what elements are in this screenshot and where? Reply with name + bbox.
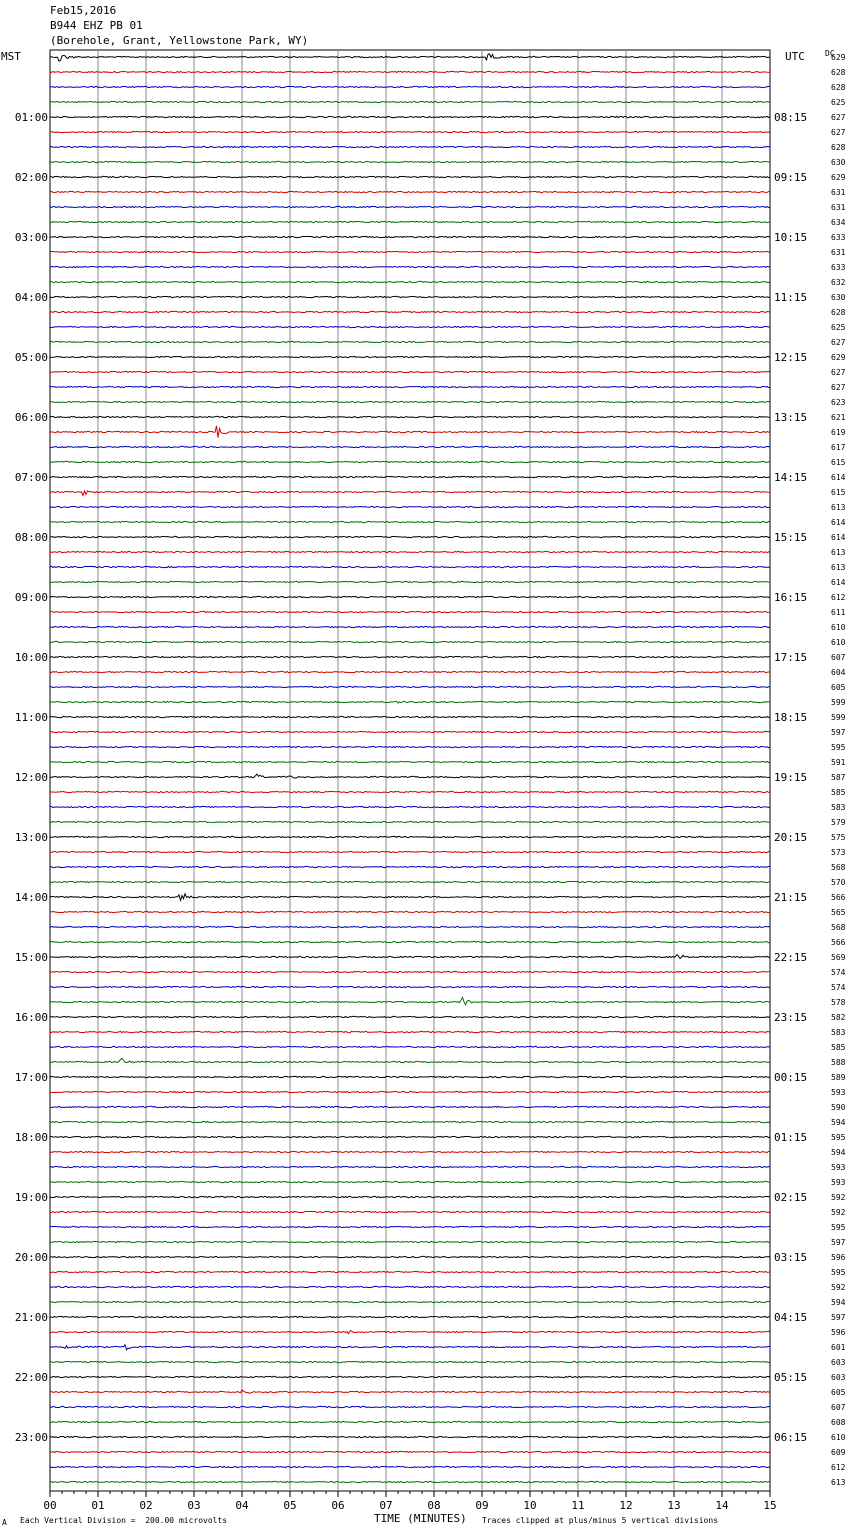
seismic-trace — [50, 596, 770, 597]
corner-mark: A — [2, 1518, 7, 1527]
seismic-trace — [50, 986, 770, 987]
dc-offset-label: 597 — [831, 728, 846, 737]
dc-offset-label: 566 — [831, 938, 846, 947]
dc-offset-label: 611 — [831, 608, 846, 617]
dc-offset-label: 621 — [831, 413, 846, 422]
right-hour-label: 17:15 — [774, 651, 808, 664]
x-tick-label: 05 — [283, 1499, 297, 1512]
dc-offset-label: 587 — [831, 773, 846, 782]
seismic-trace — [50, 926, 770, 927]
seismic-trace — [50, 1181, 770, 1182]
left-hour-label: 14:00 — [14, 891, 48, 904]
dc-offset-label: 574 — [831, 983, 846, 992]
seismic-trace — [50, 1211, 770, 1212]
seismic-trace — [50, 326, 770, 327]
left-hour-label: 01:00 — [14, 111, 48, 124]
seismic-trace — [50, 311, 770, 312]
left-hour-label: 02:00 — [14, 171, 48, 184]
x-tick-label: 09 — [475, 1499, 489, 1512]
left-hour-label: 13:00 — [14, 831, 48, 844]
right-hour-label: 12:15 — [774, 351, 808, 364]
dc-offset-label: 613 — [831, 1478, 846, 1487]
right-hour-label: 00:15 — [774, 1071, 808, 1084]
dc-offset-label: 568 — [831, 863, 846, 872]
dc-offset-header: DC — [825, 49, 835, 58]
x-tick-label: 03 — [187, 1499, 201, 1512]
dc-offset-label: 631 — [831, 188, 846, 197]
left-hour-label: 06:00 — [14, 411, 48, 424]
right-hour-label: 23:15 — [774, 1011, 808, 1024]
dc-offset-label: 597 — [831, 1313, 846, 1322]
dc-offset-label: 591 — [831, 758, 846, 767]
dc-offset-label: 601 — [831, 1343, 846, 1352]
dc-offset-label: 599 — [831, 698, 846, 707]
seismic-trace — [50, 791, 770, 792]
seismic-trace — [50, 671, 770, 672]
seismic-trace — [50, 716, 770, 717]
seismic-trace — [50, 774, 770, 778]
seismic-trace — [50, 1046, 770, 1047]
left-hour-label: 12:00 — [14, 771, 48, 784]
seismic-trace — [50, 1091, 770, 1092]
left-timezone-label: MST — [1, 50, 21, 63]
dc-offset-label: 592 — [831, 1193, 846, 1202]
dc-offset-label: 570 — [831, 878, 846, 887]
dc-offset-label: 629 — [831, 353, 846, 362]
right-hour-label: 08:15 — [774, 111, 808, 124]
seismic-trace — [50, 521, 770, 522]
seismic-trace — [50, 1331, 770, 1334]
dc-offset-label: 607 — [831, 1403, 846, 1412]
right-hour-label: 19:15 — [774, 771, 808, 784]
dc-offset-label: 623 — [831, 398, 846, 407]
dc-offset-label: 628 — [831, 143, 846, 152]
right-hour-label: 22:15 — [774, 951, 808, 964]
dc-offset-label: 603 — [831, 1373, 846, 1382]
dc-offset-label: 573 — [831, 848, 846, 857]
seismic-trace — [50, 894, 770, 901]
seismic-trace — [50, 626, 770, 627]
seismic-trace — [50, 71, 770, 72]
seismic-trace — [50, 101, 770, 102]
dc-offset-label: 607 — [831, 653, 846, 662]
left-hour-label: 21:00 — [14, 1311, 48, 1324]
seismic-trace — [50, 566, 770, 567]
seismic-trace — [50, 686, 770, 687]
seismic-trace — [50, 266, 770, 267]
right-hour-label: 05:15 — [774, 1371, 808, 1384]
dc-offset-label: 604 — [831, 668, 846, 677]
dc-offset-label: 632 — [831, 278, 846, 287]
seismic-trace — [50, 1241, 770, 1242]
seismic-trace — [50, 1121, 770, 1122]
dc-offset-label: 590 — [831, 1103, 846, 1112]
dc-offset-label: 588 — [831, 1058, 846, 1067]
seismic-trace — [50, 1058, 770, 1062]
dc-offset-label: 627 — [831, 383, 846, 392]
dc-offset-label: 628 — [831, 83, 846, 92]
seismic-trace — [50, 116, 770, 117]
dc-offset-label: 603 — [831, 1358, 846, 1367]
seismic-trace — [50, 1406, 770, 1407]
left-hour-label: 11:00 — [14, 711, 48, 724]
x-tick-label: 06 — [331, 1499, 345, 1512]
x-tick-label: 12 — [619, 1499, 633, 1512]
seismic-trace — [50, 701, 770, 703]
dc-offset-label: 615 — [831, 488, 846, 497]
left-hour-label: 15:00 — [14, 951, 48, 964]
dc-offset-label: 619 — [831, 428, 846, 437]
dc-offset-label: 610 — [831, 1433, 846, 1442]
plot-date: Feb15,2016 — [50, 4, 117, 17]
seismic-trace — [50, 997, 770, 1004]
seismic-trace — [50, 1016, 770, 1017]
right-hour-label: 16:15 — [774, 591, 808, 604]
left-hour-label: 17:00 — [14, 1071, 48, 1084]
seismic-trace — [50, 281, 770, 282]
dc-offset-label: 625 — [831, 323, 846, 332]
seismic-trace — [50, 836, 770, 837]
left-hour-label: 19:00 — [14, 1191, 48, 1204]
dc-offset-label: 613 — [831, 548, 846, 557]
seismic-trace — [50, 1466, 770, 1467]
station-name: B944 EHZ PB 01 — [50, 19, 143, 32]
dc-offset-label: 631 — [831, 203, 846, 212]
seismic-trace — [50, 506, 770, 507]
dc-offset-label: 613 — [831, 503, 846, 512]
seismic-trace — [50, 1226, 770, 1227]
left-hour-label: 03:00 — [14, 231, 48, 244]
dc-offset-label: 609 — [831, 1448, 846, 1457]
dc-offset-label: 627 — [831, 338, 846, 347]
right-hour-label: 15:15 — [774, 531, 808, 544]
seismic-trace — [50, 356, 770, 357]
right-hour-label: 09:15 — [774, 171, 808, 184]
right-hour-label: 14:15 — [774, 471, 808, 484]
dc-offset-label: 612 — [831, 593, 846, 602]
x-tick-label: 08 — [427, 1499, 441, 1512]
dc-offset-label: 569 — [831, 953, 846, 962]
dc-offset-label: 568 — [831, 923, 846, 932]
dc-offset-label: 629 — [831, 173, 846, 182]
seismic-trace — [50, 54, 770, 61]
dc-offset-label: 594 — [831, 1148, 846, 1157]
dc-offset-label: 614 — [831, 473, 846, 482]
right-hour-label: 13:15 — [774, 411, 808, 424]
seismic-trace — [50, 1301, 770, 1302]
right-hour-label: 02:15 — [774, 1191, 808, 1204]
dc-offset-label: 594 — [831, 1298, 846, 1307]
x-tick-label: 02 — [139, 1499, 153, 1512]
seismic-trace — [50, 1361, 770, 1362]
seismic-trace — [50, 1271, 770, 1272]
right-hour-label: 11:15 — [774, 291, 808, 304]
dc-offset-label: 578 — [831, 998, 846, 1007]
dc-offset-label: 630 — [831, 293, 846, 302]
seismic-trace — [50, 641, 770, 642]
dc-offset-label: 599 — [831, 713, 846, 722]
seismic-trace — [50, 416, 770, 417]
x-axis-title: TIME (MINUTES) — [374, 1512, 467, 1525]
seismic-trace — [50, 1481, 770, 1482]
seismic-trace — [50, 296, 770, 297]
seismic-trace — [50, 971, 770, 972]
seismic-trace — [50, 491, 770, 496]
dc-offset-label: 585 — [831, 1043, 846, 1052]
dc-offset-label: 614 — [831, 533, 846, 542]
clip-note: Traces clipped at plus/minus 5 vertical divisions — [482, 1516, 719, 1525]
dc-offset-label: 565 — [831, 908, 846, 917]
dc-offset-label: 628 — [831, 68, 846, 77]
seismic-trace — [50, 821, 770, 822]
dc-offset-label: 615 — [831, 458, 846, 467]
dc-offset-label: 589 — [831, 1073, 846, 1082]
dc-offset-label: 583 — [831, 803, 846, 812]
dc-offset-label: 593 — [831, 1178, 846, 1187]
dc-offset-label: 610 — [831, 638, 846, 647]
x-tick-label: 04 — [235, 1499, 249, 1512]
dc-offset-label: 574 — [831, 968, 846, 977]
dc-offset-label: 582 — [831, 1013, 846, 1022]
vertical-scale-note: Each Vertical Division = 200.00 microvolts — [20, 1516, 228, 1525]
left-hour-label: 22:00 — [14, 1371, 48, 1384]
seismic-trace — [50, 131, 770, 132]
dc-offset-label: 592 — [831, 1208, 846, 1217]
dc-offset-label: 627 — [831, 128, 846, 137]
dc-offset-label: 633 — [831, 263, 846, 272]
right-hour-label: 06:15 — [774, 1431, 808, 1444]
x-tick-label: 11 — [571, 1499, 585, 1512]
dc-offset-label: 630 — [831, 158, 846, 167]
right-hour-label: 20:15 — [774, 831, 808, 844]
dc-offset-label: 593 — [831, 1088, 846, 1097]
dc-offset-label: 597 — [831, 1238, 846, 1247]
dc-offset-label: 613 — [831, 563, 846, 572]
seismic-trace — [50, 731, 770, 732]
right-hour-label: 01:15 — [774, 1131, 808, 1144]
dc-offset-label: 595 — [831, 743, 846, 752]
seismic-trace — [50, 1436, 770, 1437]
seismic-trace — [50, 1286, 770, 1287]
seismic-trace — [50, 1376, 770, 1377]
seismic-trace — [50, 146, 770, 147]
plot-frame — [50, 50, 770, 1491]
seismic-trace — [50, 551, 770, 552]
left-hour-label: 20:00 — [14, 1251, 48, 1264]
seismic-trace — [50, 1451, 770, 1452]
dc-offset-label: 625 — [831, 98, 846, 107]
seismic-trace — [50, 191, 770, 192]
seismic-trace — [50, 1345, 770, 1350]
seismic-trace — [50, 866, 770, 867]
dc-offset-label: 614 — [831, 578, 846, 587]
seismic-trace — [50, 206, 770, 207]
dc-offset-label: 612 — [831, 1463, 846, 1472]
dc-offset-label: 605 — [831, 683, 846, 692]
right-timezone-label: UTC — [785, 50, 805, 63]
seismic-trace — [50, 176, 770, 177]
left-hour-label: 23:00 — [14, 1431, 48, 1444]
dc-offset-label: 634 — [831, 218, 846, 227]
x-tick-label: 07 — [379, 1499, 393, 1512]
left-hour-label: 05:00 — [14, 351, 48, 364]
seismic-trace — [50, 341, 770, 342]
seismic-trace — [50, 86, 770, 87]
seismic-trace — [50, 1196, 770, 1197]
dc-offset-label: 593 — [831, 1163, 846, 1172]
seismic-trace — [50, 251, 770, 252]
seismic-trace — [50, 611, 770, 612]
dc-offset-label: 629 — [831, 53, 846, 62]
dc-offset-label: 608 — [831, 1418, 846, 1427]
x-tick-label: 14 — [715, 1499, 729, 1512]
seismic-trace — [50, 1256, 770, 1257]
seismic-trace — [50, 461, 770, 462]
x-tick-label: 15 — [763, 1499, 777, 1512]
seismic-trace — [50, 881, 770, 882]
dc-offset-label: 594 — [831, 1118, 846, 1127]
right-hour-label: 04:15 — [774, 1311, 808, 1324]
dc-offset-label: 585 — [831, 788, 846, 797]
seismic-trace — [50, 746, 770, 747]
seismic-trace — [50, 761, 770, 762]
seismic-trace — [50, 386, 770, 387]
x-tick-label: 10 — [523, 1499, 537, 1512]
x-tick-label: 13 — [667, 1499, 681, 1512]
seismic-trace — [50, 401, 770, 402]
left-hour-label: 07:00 — [14, 471, 48, 484]
seismic-trace — [50, 161, 770, 162]
dc-offset-label: 617 — [831, 443, 846, 452]
dc-offset-label: 610 — [831, 623, 846, 632]
right-hour-label: 18:15 — [774, 711, 808, 724]
seismic-trace — [50, 1316, 770, 1317]
seismic-trace — [50, 806, 770, 807]
dc-offset-label: 627 — [831, 368, 846, 377]
seismic-trace — [50, 536, 770, 537]
seismic-trace — [50, 851, 770, 852]
seismic-trace — [50, 656, 770, 657]
seismic-trace — [50, 446, 770, 447]
seismic-trace — [50, 1166, 770, 1167]
dc-offset-label: 633 — [831, 233, 846, 242]
seismic-trace — [50, 1076, 770, 1077]
seismic-trace — [50, 955, 770, 959]
seismic-trace — [50, 426, 770, 438]
x-tick-label: 01 — [91, 1499, 105, 1512]
dc-offset-label: 605 — [831, 1388, 846, 1397]
dc-offset-label: 595 — [831, 1223, 846, 1232]
seismic-trace — [50, 1421, 770, 1422]
dc-offset-label: 583 — [831, 1028, 846, 1037]
seismic-trace — [50, 1151, 770, 1152]
left-hour-label: 09:00 — [14, 591, 48, 604]
left-hour-label: 08:00 — [14, 531, 48, 544]
dc-offset-label: 595 — [831, 1133, 846, 1142]
dc-offset-label: 592 — [831, 1283, 846, 1292]
dc-offset-label: 596 — [831, 1328, 846, 1337]
seismic-trace — [50, 1106, 770, 1107]
dc-offset-label: 628 — [831, 308, 846, 317]
seismic-trace — [50, 1031, 770, 1032]
left-hour-label: 16:00 — [14, 1011, 48, 1024]
dc-offset-label: 566 — [831, 893, 846, 902]
seismic-trace — [50, 221, 770, 222]
seismic-trace — [50, 581, 770, 582]
seismic-trace — [50, 1136, 770, 1137]
seismic-trace — [50, 476, 770, 477]
right-hour-label: 10:15 — [774, 231, 808, 244]
station-location: (Borehole, Grant, Yellowstone Park, WY) — [50, 34, 309, 47]
dc-offset-label: 579 — [831, 818, 846, 827]
x-tick-label: 00 — [43, 1499, 57, 1512]
seismic-trace — [50, 911, 770, 912]
seismic-trace — [50, 941, 770, 942]
dc-offset-label: 575 — [831, 833, 846, 842]
seismic-trace — [50, 1390, 770, 1393]
left-hour-label: 04:00 — [14, 291, 48, 304]
right-hour-label: 21:15 — [774, 891, 808, 904]
seismic-trace — [50, 371, 770, 372]
seismic-trace — [50, 236, 770, 237]
dc-offset-label: 595 — [831, 1268, 846, 1277]
dc-offset-label: 631 — [831, 248, 846, 257]
left-hour-label: 10:00 — [14, 651, 48, 664]
left-hour-label: 18:00 — [14, 1131, 48, 1144]
right-hour-label: 03:15 — [774, 1251, 808, 1264]
dc-offset-label: 596 — [831, 1253, 846, 1262]
dc-offset-label: 614 — [831, 518, 846, 527]
dc-offset-label: 627 — [831, 113, 846, 122]
